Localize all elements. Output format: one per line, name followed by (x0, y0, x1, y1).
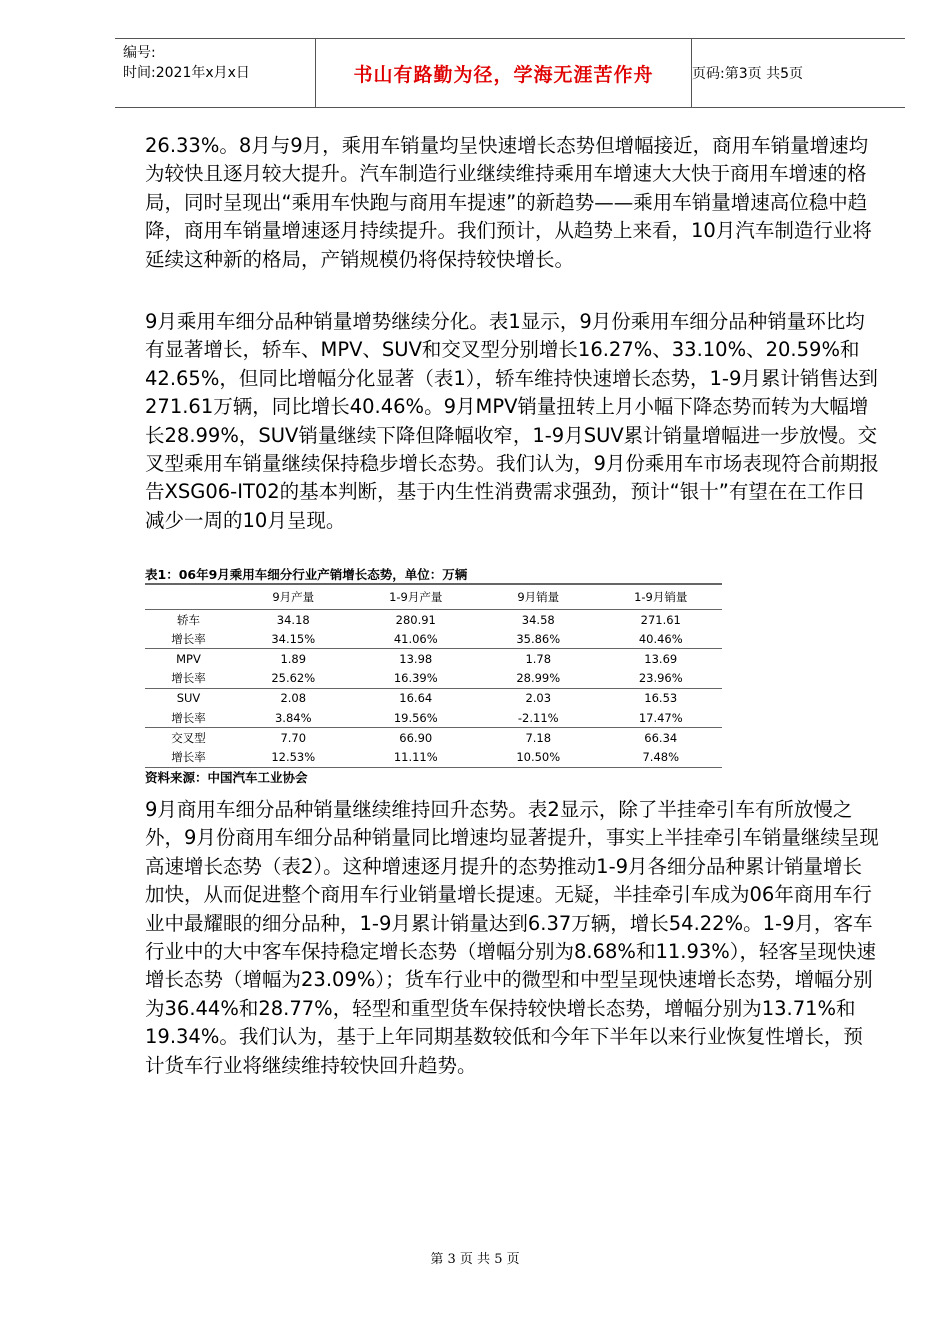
header-meta (115, 39, 316, 108)
sales-table (145, 583, 722, 768)
header-motto-cell (316, 39, 692, 108)
table-cell: 19.56% (355, 708, 478, 728)
table-cell: 增长率 (145, 629, 232, 649)
table-cell: 11.11% (355, 747, 478, 767)
page-footer: 第 3 页 共 5 页 (430, 1252, 520, 1267)
table-row (145, 708, 722, 728)
body-paragraph-3: 9月商用车细分品种销量继续维持回升态势。表2显示，除了半挂牵引车有所放慢之外，9月份商用车细分品种销量同比增速均显著提升，事实上半挂牵引车销量继续呈现高速增长态势（表2）。这种增速逐月提升的态势推动1-9月各细分品种累计销量增长加快，从而促进整个商用车行业销量增长提速。无疑，半挂牵引车成为06年商用车行业中最耀眼的细分品种，1-9月累计销量达到6.37万辆，增长54.22%。1-9月，客车行业中的大中客车保持稳定增长态势（增幅分别为8.68%和11.93%），轻客呈现快速增长态势（增幅为23.09%）；货车行业中的微型和中型呈现快速增长态势，增幅分别为36.44%和28.77%，轻型和重型货车保持较快增长态势，增幅分别为13.71%和19.34%。我们认为，基于上年同期基数较低和今年下半年以来行业恢复性增长，预计货车行业将继续维持较快回升趋势。 (145, 798, 879, 1077)
table-cell: MPV (176, 651, 201, 666)
table-cell: 34.15% (232, 629, 355, 649)
table-cell: 271.61 (640, 612, 681, 627)
table-header-cell: 9月产量 (232, 584, 355, 610)
table-cell: 增长率 (145, 747, 232, 767)
table-cell: 16.53 (644, 691, 678, 706)
table-cell: 34.18 (276, 612, 310, 627)
document-time-label: 时间:2021年x月x日 (123, 65, 250, 81)
table-header-row (145, 584, 722, 610)
table-cell: SUV (176, 691, 201, 706)
table-cell: 34.58 (521, 612, 555, 627)
table-cell: 7.18 (525, 730, 552, 745)
table-cell: 16.64 (399, 691, 433, 706)
table-cell: 17.47% (600, 708, 723, 728)
page-header (115, 38, 905, 108)
header-page-label: 页码:第3页 共5页 (692, 39, 906, 108)
table-cell: 28.99% (477, 669, 600, 689)
table-header-cell: 9月销量 (477, 584, 600, 610)
table-cell: 轿车 (177, 612, 200, 627)
table-row (145, 610, 722, 630)
table-row (145, 747, 722, 767)
table-source: 资料来源：中国汽车工业协会 (145, 770, 308, 785)
table-cell: 交叉型 (171, 730, 206, 745)
table-cell: 23.96% (600, 669, 723, 689)
table-cell: 66.90 (399, 730, 433, 745)
table-header-cell (145, 584, 232, 610)
table-cell: -2.11% (477, 708, 600, 728)
table-cell: 10.50% (477, 747, 600, 767)
table-cell: 35.86% (477, 629, 600, 649)
table-header-cell: 1-9月销量 (600, 584, 723, 610)
document-number-label: 编号: (123, 45, 156, 61)
table-cell: 12.53% (232, 747, 355, 767)
table-row (145, 629, 722, 649)
table-row (145, 688, 722, 708)
table-header-cell: 1-9月产量 (355, 584, 478, 610)
body-paragraph-1: 26.33%。8月与9月，乘用车销量均呈快速增长态势但增幅接近，商用车销量增速均为较快且逐月较大提升。汽车制造行业继续维持乘用车增速大大快于商用车增速的格局，同时呈现出“乘用车快跑与商用车提速”的新趋势——乘用车销量增速高位稳中趋降，商用车销量增速逐月持续提升。我们预计，从趋势上来看，10月汽车制造行业将延续这种新的格局，产销规模仍将保持较快增长。 (145, 134, 872, 271)
table-row (145, 728, 722, 748)
header-motto: 书山有路勤为径，学海无涯苦作舟 (353, 63, 654, 86)
table-cell: 2.08 (280, 691, 307, 706)
table-cell: 40.46% (600, 629, 723, 649)
table-cell: 2.03 (525, 691, 552, 706)
table-caption: 表1：06年9月乘用车细分行业产销增长态势，单位：万辆 (145, 567, 468, 582)
table-cell: 增长率 (145, 669, 232, 689)
table-cell: 1.89 (280, 651, 307, 666)
table-cell: 增长率 (145, 708, 232, 728)
table-cell: 7.48% (600, 747, 723, 767)
table-row (145, 669, 722, 689)
table-row (145, 649, 722, 669)
body-paragraph-2: 9月乘用车细分品种销量增势继续分化。表1显示，9月份乘用车细分品种销量环比均有显著增长，轿车、MPV、SUV和交叉型分别增长16.27%、33.10%、20.59%和42.65%，但同比增幅分化显著（表1），轿车维持快速增长态势，1-9月累计销售达到271.61万辆，同比增长40.46%。9月MPV销量扭转上月小幅下降态势而转为大幅增长28.99%，SUV销量继续下降但降幅收窄，1-9月SUV累计销量增幅进一步放慢。交叉型乘用车销量继续保持稳步增长态势。我们认为，9月份乘用车市场表现符合前期报告XSG06-IT02的基本判断，基于内生性消费需求强劲，预计“银十”有望在在工作日减少一周的10月呈现。 (145, 310, 879, 532)
table-cell: 13.98 (399, 651, 433, 666)
table-cell: 280.91 (395, 612, 436, 627)
table-cell: 7.70 (280, 730, 307, 745)
table-cell: 1.78 (525, 651, 552, 666)
table-cell: 25.62% (232, 669, 355, 689)
table-cell: 41.06% (355, 629, 478, 649)
table-cell: 13.69 (644, 651, 678, 666)
table-cell: 66.34 (644, 730, 678, 745)
table-cell: 3.84% (232, 708, 355, 728)
table-cell: 16.39% (355, 669, 478, 689)
